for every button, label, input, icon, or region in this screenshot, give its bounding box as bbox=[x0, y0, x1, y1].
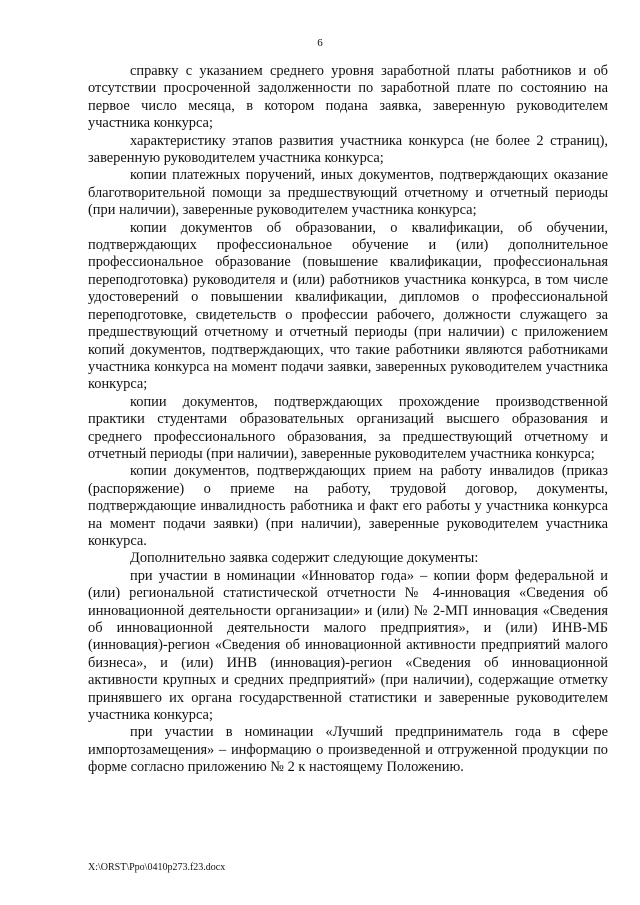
paragraph-payment-orders: копии платежных поручений, иных документов, подтверждающих оказание благотворительной помощи за предшествующий отчетному и отчетный периоды (при наличии), заверенные руководителем участника конкурса; bbox=[88, 167, 608, 219]
paragraph-salary-certificate: справку с указанием среднего уровня заработной платы работников и об отсутствии просроченной задолженности по заработной плате по состоянию на первое число месяца, в котором подана заявка, заверенную руководителем участника конкурса; bbox=[88, 63, 608, 132]
paragraph-disabled-employment: копии документов, подтверждающих прием на работу инвалидов (приказ (распоряжение) о приеме на работу, трудовой договор, документы, подтверждающие инвалидность работника и факт его работы у участника конкурса на момент подачи заявки) (при наличии), заверенные руководителем участника конкурса. bbox=[88, 463, 608, 549]
paragraph-import-substitution-nomination: при участии в номинации «Лучший предприниматель года в сфере импортозамещения» – информацию о произведенной и отгруженной продукции по форме согласно приложению № 2 к настоящему Положению. bbox=[88, 724, 608, 776]
paragraph-innovator-nomination: при участии в номинации «Инноватор года» – копии форм федеральной и (или) региональной статистической отчетности № 4-инновация «Сведения об инновационной деятельности организации» и (или) № 2-МП инновация «Сведения об инновационной деятельности малого предприятия», и (или) ИНВ-МБ (инновация)-регион «Сведения об инновационной активности предприятий малого бизнеса», и (или) ИНВ (инновация)-регион «Сведения об инновационной активности крупных и средних предприятий» (при наличии), содержащие отметку принявшего их органа государственной статистики и заверенные руководителем участника конкурса; bbox=[88, 567, 608, 724]
paragraph-education-documents: копии документов об образовании, о квалификации, об обучении, подтверждающих профессиональное обучение и (или) дополнительное профессиональное образование (повышение квалификации, профессиональная переподготовка) руководителя и (или) работников участника конкурса, в том числе удостоверений о повышении квалификации, дипломов о профессиональной переподготовке, свидетельств о профессии рабочего, должности служащего за предшествующий отчетному и отчетный периоды (при наличии) с приложением копий документов, подтверждающих, что такие работники являются работниками участника конкурса на момент подачи заявки, заверенных руководителем участника конкурса; bbox=[88, 219, 608, 393]
page-number: 6 bbox=[317, 37, 323, 49]
paragraph-student-practice: копии документов, подтверждающих прохождение производственной практики студентами образовательных организаций высшего образования и среднего профессионального образования, за предшествующий отчетному и отчетный периоды (при наличии), заверенные руководителем участника конкурса; bbox=[88, 393, 608, 462]
footer-file-path: X:\ORST\Ppo\0410p273.f23.docx bbox=[88, 862, 226, 873]
document-body bbox=[88, 63, 608, 777]
paragraph-additional-documents: Дополнительно заявка содержит следующие документы: bbox=[130, 550, 479, 567]
paragraph-development-stages: характеристику этапов развития участника конкурса (не более 2 страниц), заверенную руководителем участника конкурса; bbox=[88, 132, 608, 167]
